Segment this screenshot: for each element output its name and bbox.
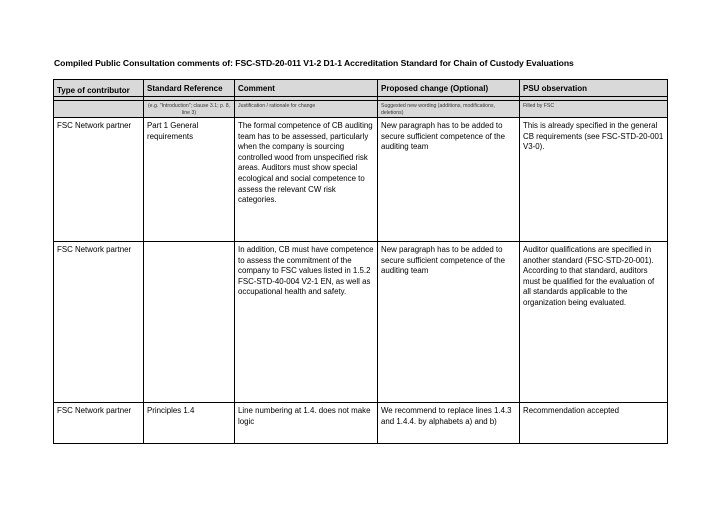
hint-standard-reference: (e.g. "Introduction"; clause 3.1; p. 8, line 3) — [144, 101, 235, 118]
page-title: Compiled Public Consultation comments of: FSC-STD-20-011 V1-2 D1-1 Accreditation Standard for Chain of Custody Evaluations — [54, 58, 574, 68]
header-type-of-contributor: Type of contributor — [54, 80, 144, 97]
hint-psu-observation: Filled by FSC — [520, 101, 668, 118]
header-psu-observation: PSU observation — [520, 80, 668, 97]
cell-proposed-change: We recommend to replace lines 1.4.3 and 1.4.4. by alphabets a) and b) — [378, 403, 520, 444]
header-standard-reference: Standard Reference — [144, 80, 235, 97]
table-row — [54, 242, 668, 403]
table-header-row — [54, 80, 668, 97]
header-comment: Comment — [235, 80, 378, 97]
table-hint-row — [54, 101, 668, 118]
cell-standard-reference: Principles 1.4 — [144, 403, 235, 444]
cell-type: FSC Network partner — [54, 118, 144, 242]
hint-proposed-change: Suggested new wording (additions, modifications, deletions) — [378, 101, 520, 118]
cell-psu-observation: This is already specified in the general CB requirements (see FSC-STD-20-001 V3-0). — [520, 118, 668, 242]
cell-proposed-change: New paragraph has to be added to secure sufficient competence of the auditing team — [378, 118, 520, 242]
cell-psu-observation: Auditor qualifications are specified in another standard (FSC-STD-20-001). According to that standard, auditors must be qualified for the evaluation of all standards applicable to the organization being evaluated. — [520, 242, 668, 403]
cell-type: FSC Network partner — [54, 403, 144, 444]
cell-type: FSC Network partner — [54, 242, 144, 403]
cell-psu-observation: Recommendation accepted — [520, 403, 668, 444]
cell-proposed-change: New paragraph has to be added to secure sufficient competence of the auditing team — [378, 242, 520, 403]
table-row — [54, 403, 668, 444]
cell-comment: The formal competence of CB auditing team has to be assessed, particularly when the company is sourcing controlled wood from unspecified risk areas. Auditors must show special ecological and social competence to assess the relevant CW risk categories. — [235, 118, 378, 242]
cell-comment: In addition, CB must have competence to assess the commitment of the company to FSC values listed in 1.5.2 FSC-STD-40-004 V2-1 EN, as well as occupational health and safety. — [235, 242, 378, 403]
cell-comment: Line numbering at 1.4. does not make logic — [235, 403, 378, 444]
header-proposed-change: Proposed change (Optional) — [378, 80, 520, 97]
comments-table — [53, 79, 668, 444]
table-row — [54, 118, 668, 242]
hint-comment: Justification / rationale for change — [235, 101, 378, 118]
hint-type — [54, 101, 144, 118]
cell-standard-reference — [144, 242, 235, 403]
cell-standard-reference: Part 1 General requirements — [144, 118, 235, 242]
